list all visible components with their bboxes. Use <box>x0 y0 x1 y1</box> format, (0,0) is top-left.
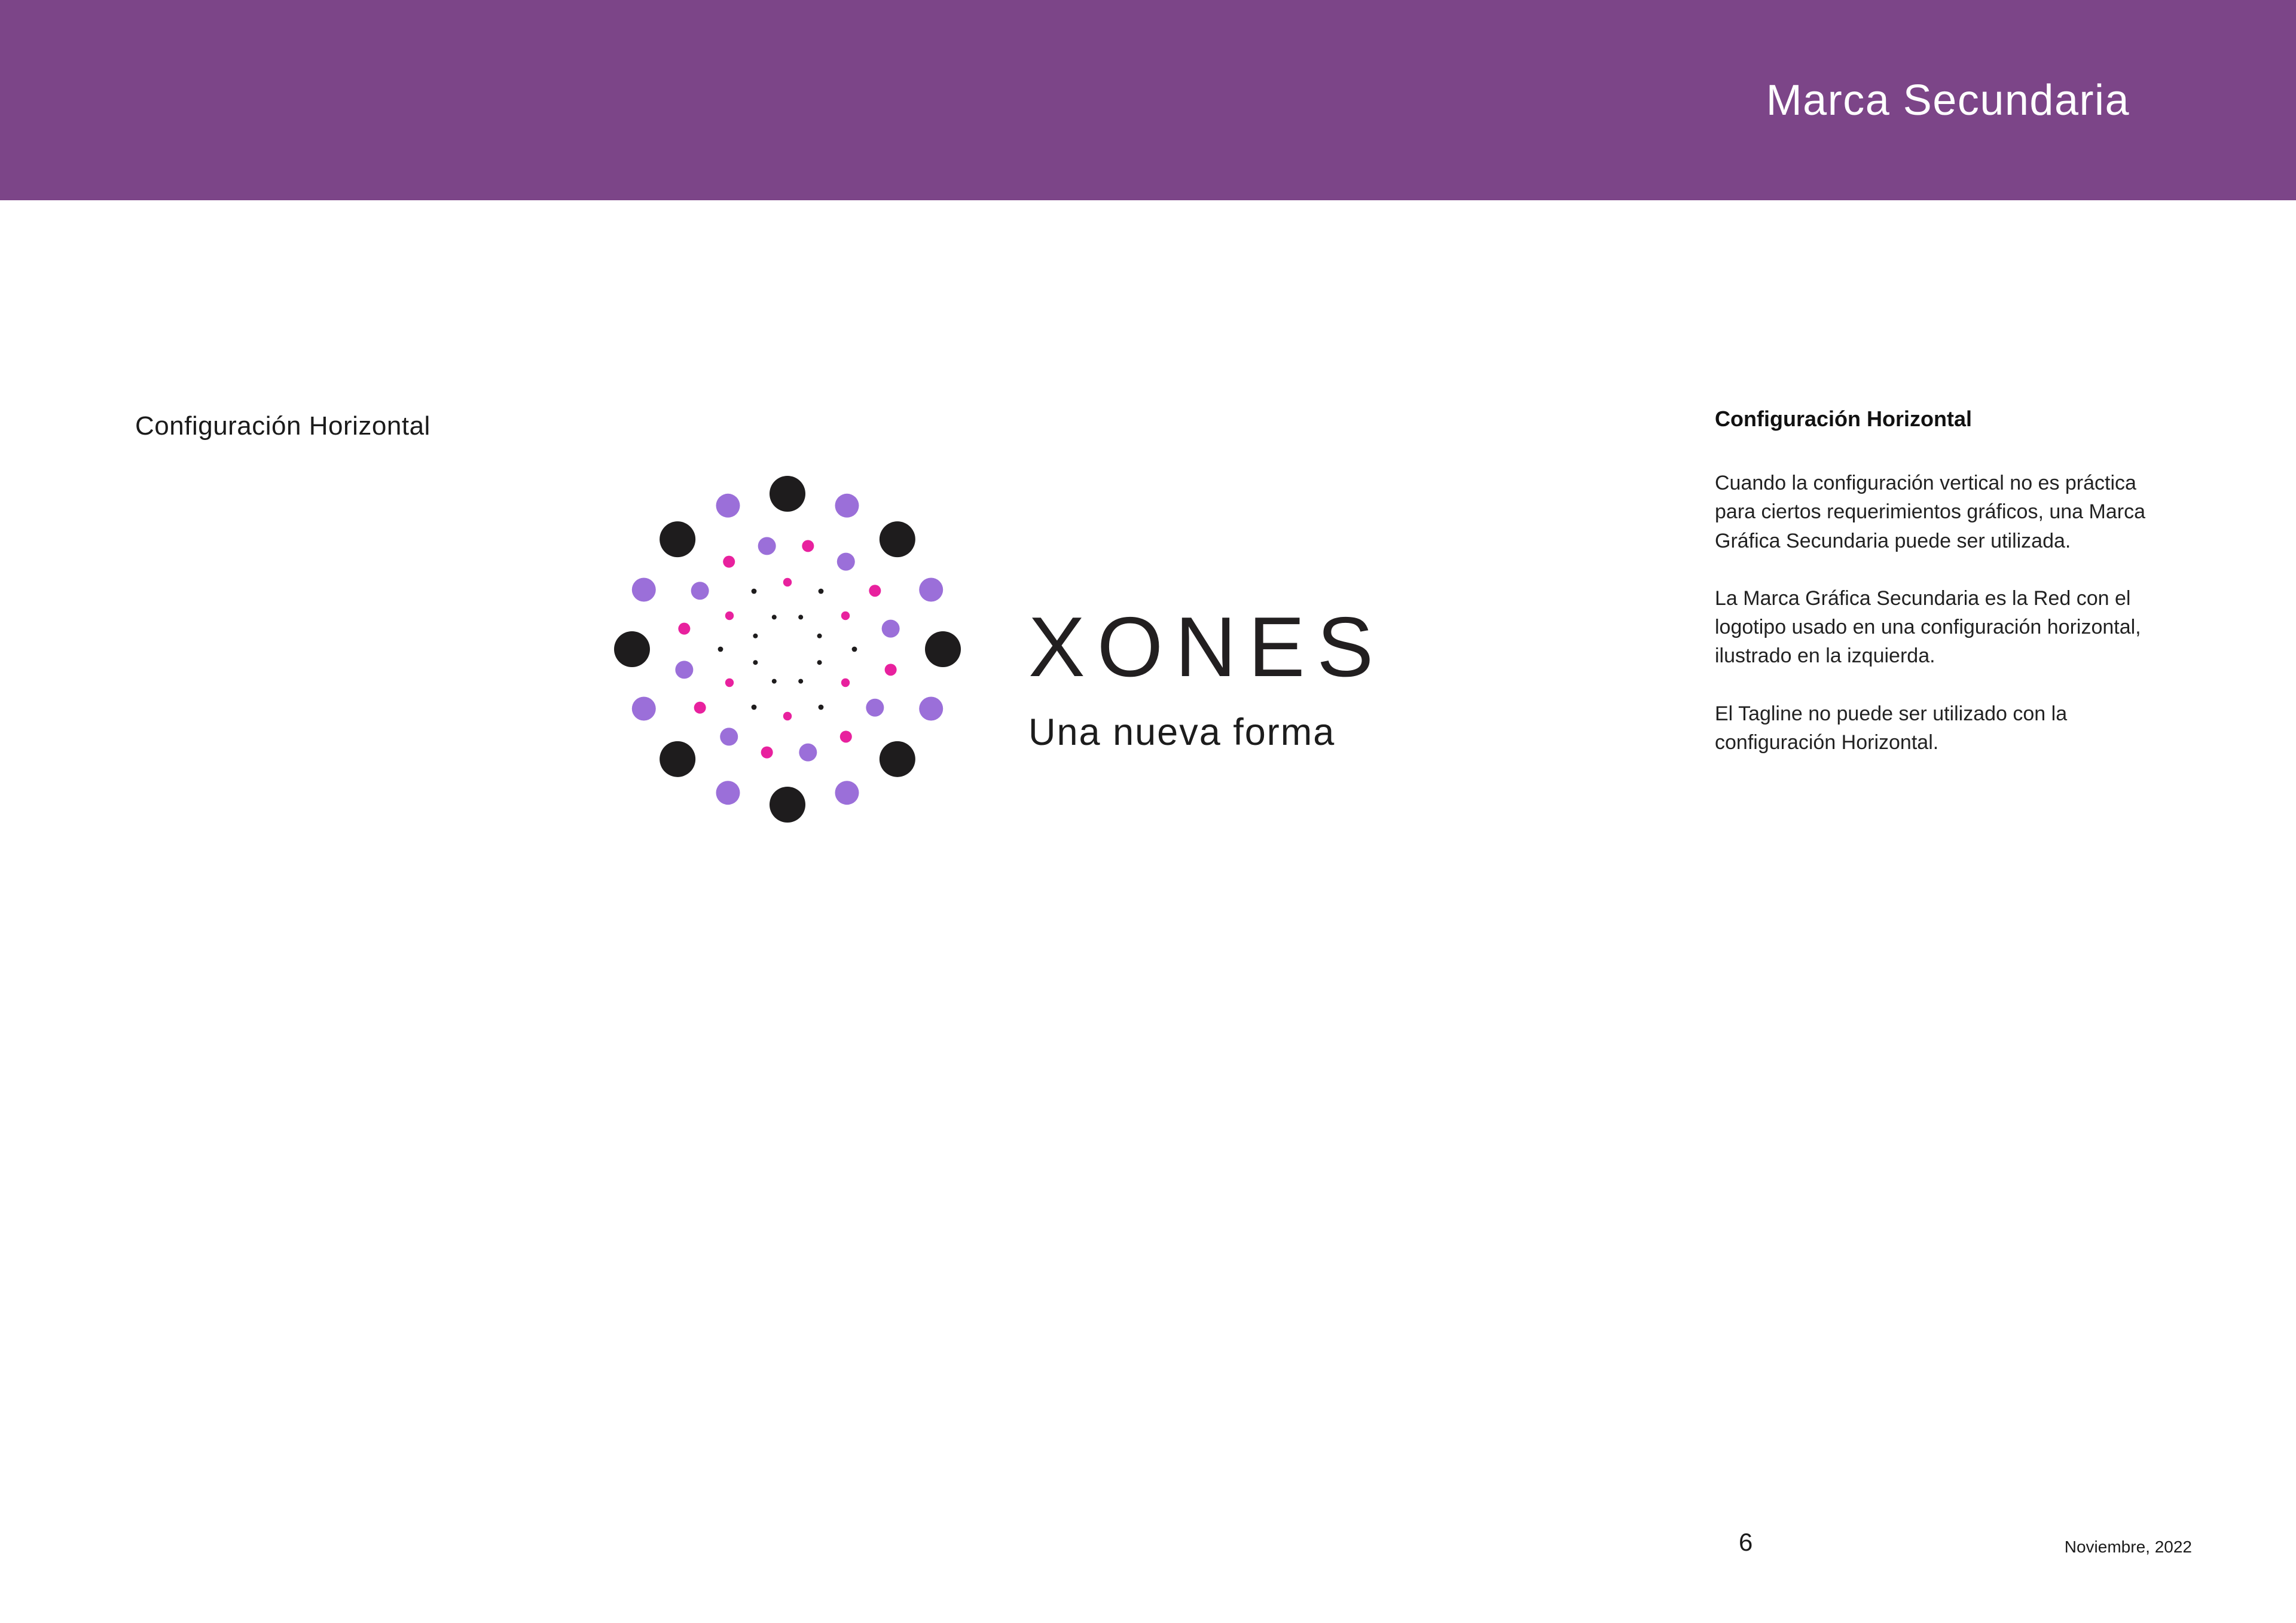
page-title: Marca Secundaria <box>1766 76 2130 124</box>
right-column <box>1715 406 2151 785</box>
logo-tagline: Una nueva forma <box>1028 711 1336 754</box>
logo <box>608 470 967 829</box>
logo-dots-icon <box>608 470 967 829</box>
left-config-label: Configuración Horizontal <box>135 411 430 441</box>
paragraph-vertical-config: Cuando la configuración vertical no es práctica para ciertos requerimientos gráficos, una Marca Gráfica Secundaria puede ser utilizada. <box>1715 472 2145 552</box>
header <box>0 0 2296 200</box>
right-heading: Configuración Horizontal <box>1715 406 1972 431</box>
footer-date: Noviembre, 2022 <box>2064 1538 2192 1556</box>
paragraph-tagline-rule: El Tagline no puede ser utilizado con la configuración Horizontal. <box>1715 702 2068 754</box>
logo-wordmark: XONES <box>1028 600 1386 695</box>
page-number: 6 <box>1739 1528 1753 1556</box>
paragraph-secondary-brand: La Marca Gráfica Secundaria es la Red con el logotipo usado en una configuración horizontal, ilustrado en la izquierda. <box>1715 586 2141 668</box>
logo-text-block <box>1028 601 1385 754</box>
